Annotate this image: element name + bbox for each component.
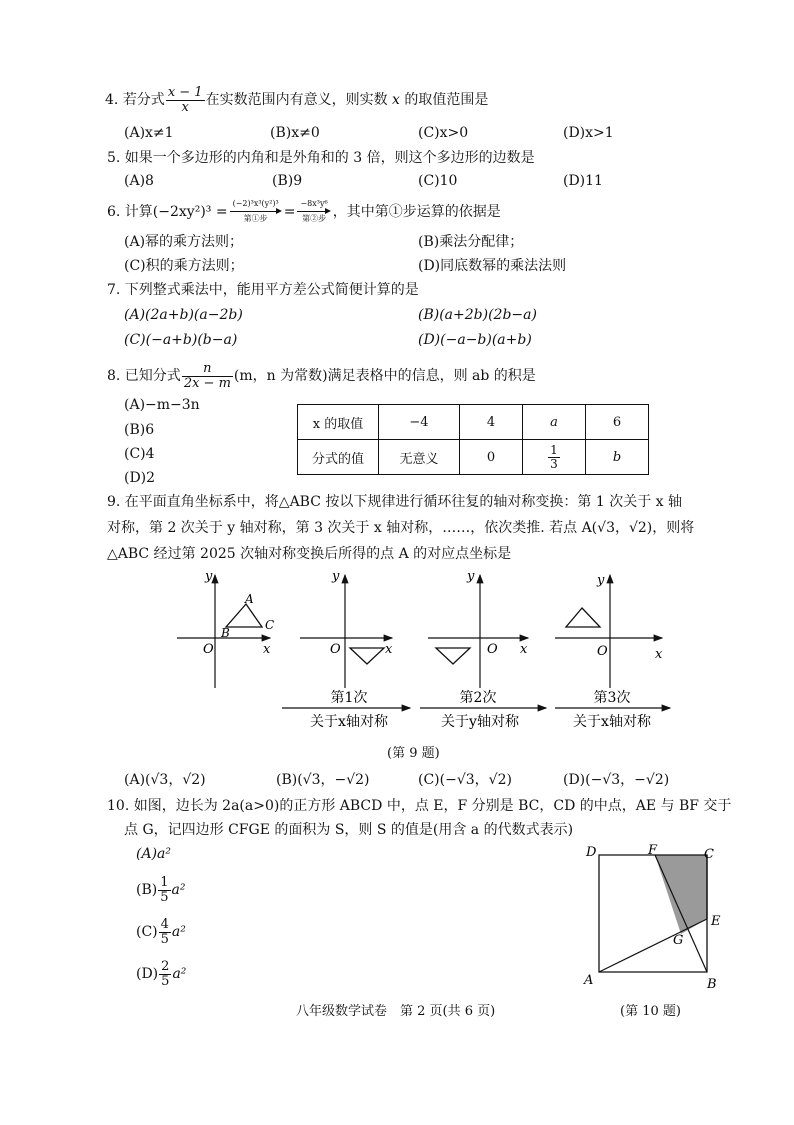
question-9-line1: 9. 在平面直角坐标系中，将△ABC 按以下规律进行循环往复的轴对称变换：第 1 次关于 x 轴 — [107, 494, 682, 510]
svg-text:x: x — [263, 642, 271, 657]
svg-text:F: F — [648, 843, 658, 858]
svg-text:x: x — [520, 642, 528, 657]
q8-option-a: (A)−m−3n — [124, 397, 200, 413]
q4-option-c: (C)x>0 — [418, 125, 469, 141]
svg-text:x: x — [655, 647, 663, 662]
svg-text:A: A — [584, 973, 594, 988]
svg-text:O: O — [597, 644, 608, 659]
q5-option-b: (B)9 — [272, 173, 303, 189]
svg-text:y: y — [332, 569, 340, 584]
question-7-stem: 7. 下列整式乘法中，能用平方差公式简便计算的是 — [107, 282, 419, 298]
table-cell: 4 — [460, 405, 523, 440]
q6-option-c: (C)积的乘方法则； — [124, 258, 244, 274]
q5-option-d: (D)11 — [563, 173, 603, 189]
svg-text:关于x轴对称: 关于x轴对称 — [573, 714, 651, 730]
q9-option-a: (A)(√3，√2) — [124, 772, 206, 788]
question-9-line3: △ABC 经过第 2025 次轴对称变换后所得的点 A 的对应点坐标是 — [107, 546, 512, 562]
question-8-stem: 8. 已知分式 $\frac{n}{2x - m}$ (m，n 为常数)满足表格中的信息，则 ab 的积是 — [107, 361, 536, 391]
q4-option-a: (A)x≠1 — [124, 125, 174, 141]
svg-text:关于x轴对称: 关于x轴对称 — [310, 714, 388, 730]
q7-option-a: (A)(2a+b)(a−2b) — [124, 307, 243, 323]
q5-option-c: (C)10 — [418, 173, 458, 189]
table-cell: $\frac{1}{3}$ — [523, 440, 586, 475]
q10-figure — [570, 838, 730, 998]
q8-fraction: $\frac{n}{2x - m}$ — [183, 361, 231, 391]
table-cell: b — [586, 440, 649, 475]
q9-figure — [0, 560, 794, 750]
q9-panel-step2 — [428, 569, 528, 688]
svg-text:关于y轴对称: 关于y轴对称 — [441, 714, 519, 730]
svg-text:O: O — [330, 642, 341, 657]
table-cell: 无意义 — [379, 440, 460, 475]
q6-option-a: (A)幂的乘方法则； — [124, 234, 244, 250]
svg-text:G: G — [673, 933, 684, 948]
q9-caption: (第 9 题) — [387, 746, 440, 761]
svg-text:y: y — [467, 569, 475, 584]
table-cell: −4 — [379, 405, 460, 440]
svg-text:第2次: 第2次 — [459, 690, 497, 706]
question-6-stem: 6. 计算(−2xy²)³ = (−2)³x³(y²)³ 第①步 = −8x³y⁶ 第②步 ，其中第①步运算的依据是 — [107, 199, 501, 223]
q4-option-d: (D)x>1 — [563, 125, 614, 141]
question-9-line2: 对称，第 2 次关于 y 轴对称，第 3 次关于 x 轴对称，……，依次类推. 若点 A(√3，√2)，则将 — [107, 520, 695, 536]
svg-text:C: C — [265, 618, 275, 632]
q8-option-c: (C)4 — [124, 446, 155, 462]
q10-option-d: (D) $\frac{2}{5}$ a² — [136, 959, 187, 989]
q7-option-b: (B)(a+2b)(2b−a) — [418, 307, 537, 323]
table-cell: a — [523, 405, 586, 440]
table-cell: 6 — [586, 405, 649, 440]
q9-option-b: (B)(√3，−√2) — [276, 772, 370, 788]
q10-option-b: (B) $\frac{1}{5}$ a² — [136, 875, 186, 905]
svg-text:O: O — [487, 642, 498, 657]
svg-text:B: B — [221, 626, 230, 640]
svg-text:B: B — [707, 977, 717, 992]
svg-text:O: O — [203, 642, 214, 657]
q4-option-b: (B)x≠0 — [270, 125, 320, 141]
q6-option-d: (D)同底数幂的乘法法则 — [418, 258, 567, 274]
svg-text:第1次: 第1次 — [330, 690, 368, 706]
q10-caption: (第 10 题) — [620, 1004, 681, 1019]
page-footer: 八年级数学试卷 第 2 页(共 6 页) — [296, 1004, 496, 1019]
question-5-stem: 5. 如果一个多边形的内角和是外角和的 3 倍，则这个多边形的边数是 — [107, 150, 535, 166]
svg-text:A: A — [245, 592, 254, 606]
table-cell: 0 — [460, 440, 523, 475]
q9-panel-step3 — [555, 573, 663, 688]
svg-text:D: D — [586, 845, 597, 860]
q10-option-a: (A)a² — [136, 846, 171, 862]
q8-info-table — [297, 404, 649, 475]
q10-option-c: (C) $\frac{4}{5}$ a² — [136, 917, 186, 947]
table-row — [298, 405, 649, 440]
table-cell: x 的取值 — [298, 405, 379, 440]
q9-panel-step1 — [300, 569, 393, 688]
shaded-region-cfge — [655, 855, 707, 934]
svg-text:x: x — [385, 642, 393, 657]
svg-text:C: C — [704, 847, 714, 862]
q9-option-c: (C)(−√3，√2) — [418, 772, 512, 788]
triangle-abc — [226, 604, 262, 627]
q5-option-a: (A)8 — [124, 173, 154, 189]
table-cell: 分式的值 — [298, 440, 379, 475]
question-10-line2: 点 G，记四边形 CFGE 的面积为 S，则 S 的值是(用含 a 的代数式表示) — [124, 822, 574, 838]
q9-step-arrows — [282, 690, 670, 730]
q9-option-d: (D)(−√3，−√2) — [563, 772, 670, 788]
table-row — [298, 440, 649, 475]
question-4-stem: 4. 若分式 $\frac{x - 1}{x}$ 在实数范围内有意义，则实数 x 的取值范围是 — [105, 85, 489, 115]
svg-text:E: E — [711, 914, 721, 929]
q4-fraction: $\frac{x - 1}{x}$ — [167, 85, 203, 115]
q6-option-b: (B)乘法分配律； — [418, 234, 524, 250]
q6-step2-arrow: −8x³y⁶ 第②步 — [297, 200, 330, 224]
q8-option-b: (B)6 — [124, 422, 155, 438]
svg-text:y: y — [597, 573, 605, 588]
q7-option-c: (C)(−a+b)(b−a) — [124, 332, 238, 348]
q6-step1-arrow: (−2)³x³(y²)³ 第①步 — [230, 200, 282, 224]
svg-text:第3次: 第3次 — [593, 690, 631, 706]
question-10-line1: 10. 如图，边长为 2a(a>0)的正方形 ABCD 中，点 E，F 分别是 BC，CD 的中点，AE 与 BF 交于 — [107, 798, 732, 814]
svg-text:y: y — [205, 569, 213, 584]
q9-panel-original — [177, 569, 274, 688]
q8-option-d: (D)2 — [124, 470, 156, 486]
q7-option-d: (D)(−a−b)(a+b) — [418, 332, 532, 348]
